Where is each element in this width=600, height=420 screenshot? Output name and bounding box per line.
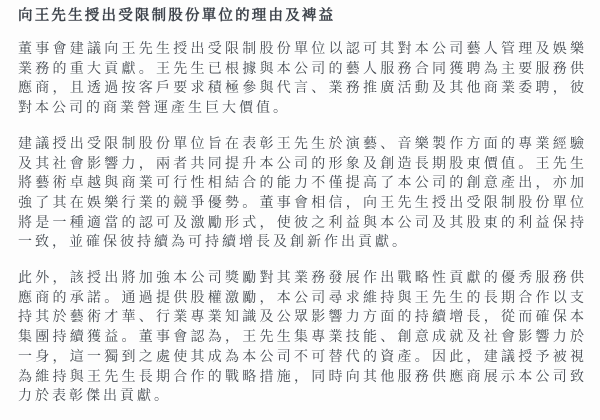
paragraph-board-recognition: 董事會建議向王先生授出受限制股份單位以認可其對本公司藝人管理及娛樂業務的重大貢獻。王先生已根據與本公司的藝人服務合同獲聘為主要服務供應商，且透過按客戶要求積極參與代言、業務推廣活動及其他商業委聘，彼對本公司的商業營運產生巨大價值。 — [18, 42, 587, 117]
section-heading: 向王先生授出受限制股份單位的理由及裨益 — [18, 8, 336, 24]
paragraph-grant-purpose: 建議授出受限制股份單位旨在表彰王先生於演藝、音樂製作方面的專業經驗及其社會影響力，兩者共同提升本公司的形象及創造長期股東價值。王先生將藝術卓越與商業可行性相結合的能力不僅提高了本公司的創意產出，亦加強了其在娛樂行業的競爭優勢。董事會相信，向王先生授出受限制股份單位將是一種適當的認可及激勵形式，使彼之利益與本公司及其股東的利益保持一致，並確保彼持續為可持續增長及創新作出貢獻。 — [18, 136, 587, 251]
paragraph-strategic-commitment: 此外，該授出將加強本公司獎勵對其業務發展作出戰略性貢獻的優秀服務供應商的承諾。通過提供股權激勵，本公司尋求維持與王先生的長期合作以支持其於藝術才華、行業專業知識及公眾影響力方面的持續增長，從而確保本集團持續獲益。董事會認為，王先生集專業技能、創意成就及社會影響力於一身，這一獨到之處使其成為本公司不可替代的資產。因此，建議授予被視為維持與王先生長期合作的戰略措施，同時向其他服務供應商展示本公司致力於表彰傑出貢獻。 — [18, 271, 587, 405]
